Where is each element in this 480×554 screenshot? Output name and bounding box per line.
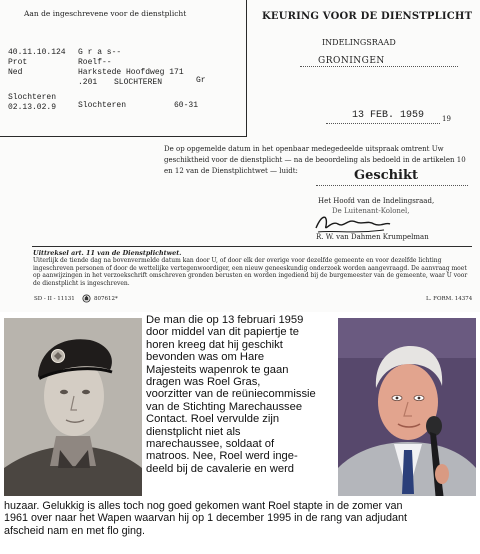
verdict-line xyxy=(316,185,468,186)
reg-line1-name: G r a s-- xyxy=(78,48,122,57)
caption-line: Majesteits wapenrok te gaan xyxy=(146,363,289,376)
council-place: GRONINGEN xyxy=(318,56,385,66)
excerpt-title: Uittreksel art. 11 van de Dienstplichtwet. xyxy=(33,249,182,257)
reg-line4-place: SLOCHTEREN xyxy=(114,78,163,87)
caption-line: deeld bij de cavalerie en werd xyxy=(146,462,295,475)
caption-line: van de Stichting Marechaussee xyxy=(146,400,303,413)
crest-icon xyxy=(82,294,91,303)
council-label: INDELINGSRAAD xyxy=(322,38,396,47)
caption-line: dragen was Roel Gras, xyxy=(146,376,261,389)
date-line xyxy=(326,123,440,124)
reg-line6-number: 60-31 xyxy=(174,101,199,110)
signature-name: R. W. van Dahmen Krumpelman xyxy=(316,233,429,241)
top-left-label: Aan de ingeschrevene voor de dienstplicht xyxy=(24,9,187,18)
caption-line: De man die op 13 februari 1959 xyxy=(146,314,304,326)
reg-line6-place: Slochteren xyxy=(78,101,127,110)
reg-line5-place: Slochteren xyxy=(8,93,57,102)
date-stamp: 13 FEB. 1959 xyxy=(352,110,425,121)
caption-block xyxy=(146,314,336,475)
footer-right: L. FORM. 14374 xyxy=(426,296,473,302)
reg-line3-address: Harkstede Hoofdweg 171 xyxy=(78,68,184,77)
caption-line: door middel van dit papiertje te xyxy=(146,326,299,339)
document-title: KEURING VOOR DE DIENSTPLICHT xyxy=(262,11,473,22)
reg-line4-code: .201 xyxy=(78,78,98,87)
council-line xyxy=(300,66,458,67)
bottom-line: 1961 over naar het Wapen waarvan hij op 1 december 1995 in de rang van adjudant xyxy=(4,512,407,525)
reg-line1-code: 40.11.10.124 xyxy=(8,48,66,57)
reg-line6-date: 02.13.02.9 xyxy=(8,103,57,112)
excerpt-divider xyxy=(32,246,472,247)
signature-rank: De Luitenant-Kolonel, xyxy=(332,207,410,215)
bottom-line: afscheid nam en met flo ging. xyxy=(4,524,146,537)
year-suffix: 19 xyxy=(442,115,451,123)
signature-title: Het Hoofd van de Indelingsraad, xyxy=(318,197,435,205)
excerpt-text: Uiterlijk de tiende dag na bovenvermelde datum kan door U, of door elk der overige voor dezelfde gemeente en voor dezelfde lichting ingeschreven personen of door de wettelijke vertegenwoordiger, een nieuw geneeskundig onderzoek worden aangevraagd. De aanvraag moet op aanwijzingen in het verzoekschrift omschreven gronden berusten en worden ingediend bij de burgemeester van de gemeente, waar U voor de dienstplicht is ingeschreven. xyxy=(33,257,468,287)
bottom-line: huzaar. Gelukkig is alles toch nog goed gekomen want Roel stapte in de zomer van xyxy=(4,500,403,512)
verdict-text: Geschikt xyxy=(354,168,419,183)
caption-line: dienstplicht niet als xyxy=(146,425,241,438)
beret-badge-icon xyxy=(50,348,66,364)
footer-left: SD - II - 11131 xyxy=(34,296,75,302)
footer-mid: 807612* xyxy=(94,296,118,302)
reg-line4-suffix: Gr xyxy=(196,76,206,85)
statement-text: De op opgemelde datum in het openbaar medegedeelde uitspraak omtrent Uw geschiktheid voor de dienstplicht — na de beoordeling als bedoeld in de artikelen 10 en 12 van de Dienstplichtwet — luidt: xyxy=(164,145,466,175)
reg-line3-code: Ned xyxy=(8,68,23,77)
microphone-icon xyxy=(422,414,452,496)
reg-line2-name: Roelf-- xyxy=(78,58,112,67)
photo-young-soldier xyxy=(4,318,142,496)
caption-line: voorzitter van de reüniecommissie xyxy=(146,388,316,401)
caption-line: marechaussee, soldaat of xyxy=(146,438,275,451)
bottom-text xyxy=(4,500,478,537)
caption-line: horen kreeg dat hij geschikt xyxy=(146,338,283,351)
caption-line: bevonden was om Hare xyxy=(146,351,265,364)
caption-line: Contact. Roel vervulde zijn xyxy=(146,413,280,426)
photo-speaker xyxy=(338,318,476,496)
caption-line: matroos. Nee, Roel werd inge- xyxy=(146,450,298,463)
reg-line2-code: Prot xyxy=(8,58,28,67)
